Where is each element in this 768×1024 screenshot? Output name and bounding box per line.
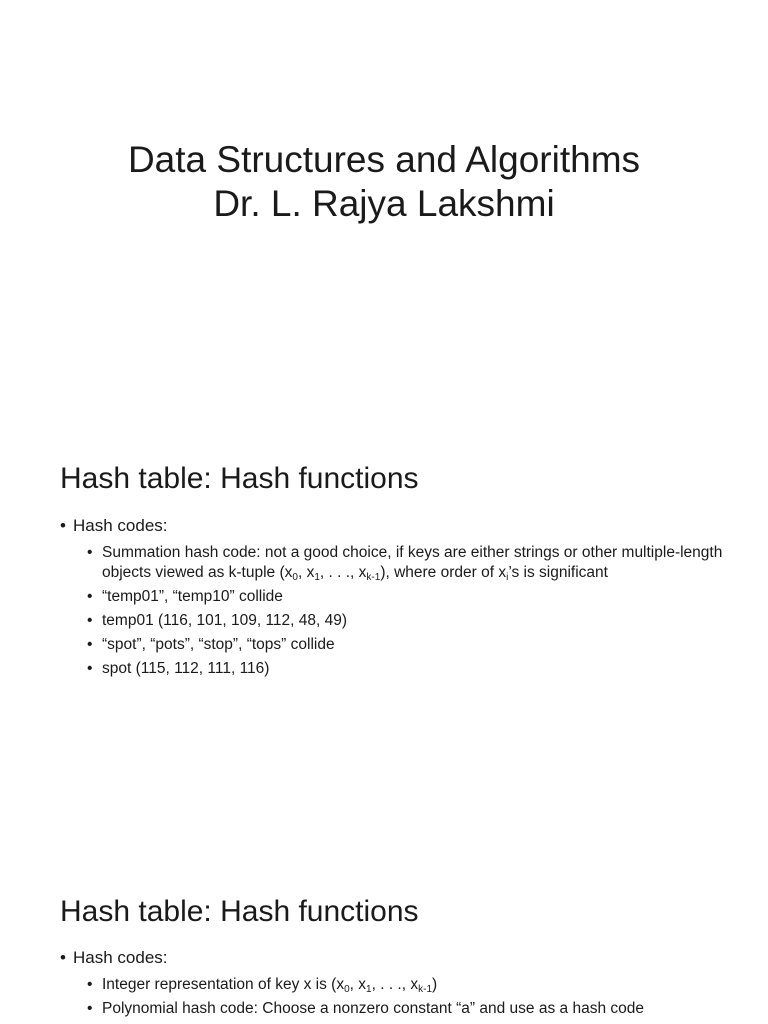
bullet-text: Hash codes: <box>73 948 168 967</box>
subscript: 1 <box>366 984 372 995</box>
sub-bullet-text-part: , x <box>349 976 367 993</box>
sub-bullet-temp-codes: • temp01 (116, 101, 109, 112, 48, 49) <box>73 611 728 631</box>
subscript: 1 <box>314 572 320 583</box>
hash-functions-slide-1 <box>0 430 768 860</box>
hash-functions-slide-2 <box>0 865 768 1024</box>
subscript: 0 <box>344 984 350 995</box>
slide-heading: Hash table: Hash functions <box>60 895 419 928</box>
slide-title <box>0 138 768 226</box>
sub-bullet-polynomial: • Polynomial hash code: Choose a nonzero constant “a” and use as a hash code <box>73 999 728 1019</box>
author-name: Dr. L. Rajya Lakshmi <box>213 183 555 224</box>
sub-bullet-text-part: ’s is significant <box>508 564 608 581</box>
bullet-hash-codes <box>60 515 728 679</box>
sub-bullet-text-part: , x <box>297 564 315 581</box>
bullet-text: Hash codes: <box>73 516 168 535</box>
sub-bullet-text-part: , . . ., x <box>371 976 419 993</box>
bullet-hash-codes <box>60 947 728 1019</box>
bullet-list <box>60 515 728 683</box>
slide-heading: Hash table: Hash functions <box>60 462 419 495</box>
subscript: 0 <box>292 572 298 583</box>
sub-bullet-summation <box>73 543 728 583</box>
sub-bullet-spot-codes: • spot (115, 112, 111, 116) <box>73 659 728 679</box>
title-slide <box>0 0 768 430</box>
sub-bullet-text-part: Integer representation of key x is (x <box>102 976 345 993</box>
course-title: Data Structures and Algorithms <box>127 139 641 180</box>
sub-bullet-text-part: , . . ., x <box>319 564 367 581</box>
sub-bullet-spot-collide: • “spot”, “pots”, “stop”, “tops” collide <box>73 635 728 655</box>
subscript: i <box>506 572 509 583</box>
sub-bullet-list <box>73 543 728 679</box>
sub-bullet-integer-representation <box>73 975 728 995</box>
sub-bullet-text-part: ), where order of x <box>380 564 507 581</box>
sub-bullet-list <box>73 975 728 1019</box>
sub-bullet-temp-collide: • “temp01”, “temp10” collide <box>73 587 728 607</box>
bullet-list <box>60 947 728 1023</box>
subscript: k-1 <box>418 984 433 995</box>
sub-bullet-text-part: Summation hash code: not a good choice, if keys are either strings or other multiple-length objects viewed as k-tuple (x <box>102 544 723 581</box>
sub-bullet-text-part: ) <box>432 976 438 993</box>
subscript: k-1 <box>366 572 381 583</box>
